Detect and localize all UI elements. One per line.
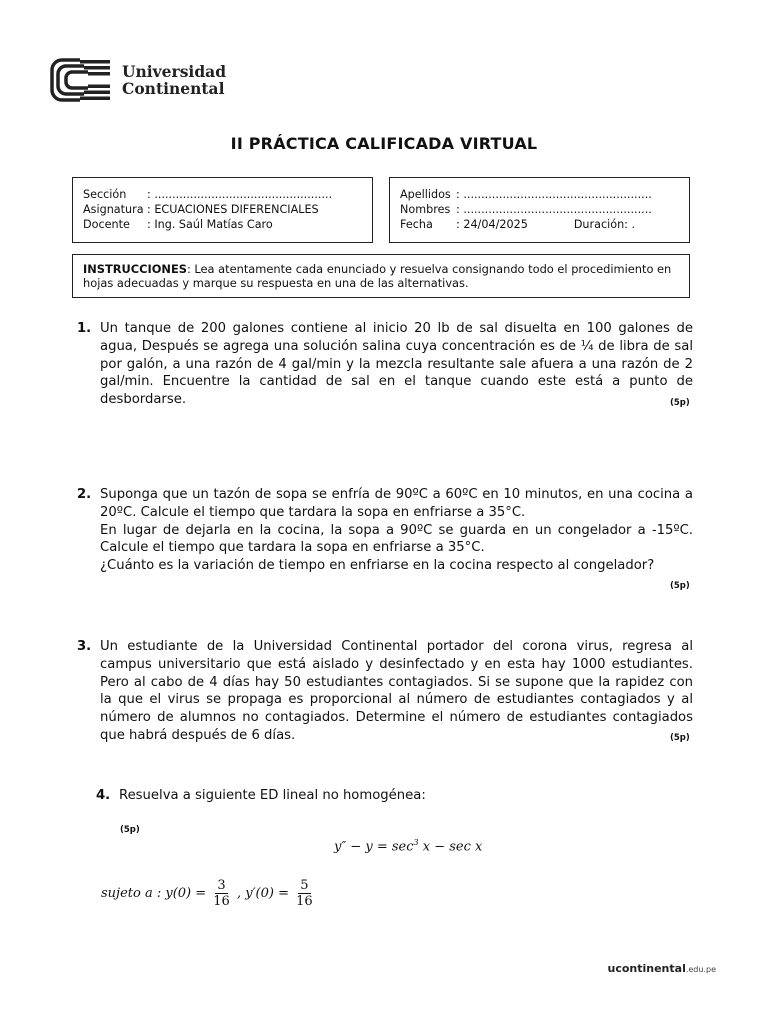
asignatura-label: Asignatura	[83, 203, 144, 216]
footer-brand	[608, 962, 717, 975]
condition-1-denominator: 16	[213, 894, 230, 909]
apellidos-label: Apellidos	[400, 188, 451, 201]
question-2-points: (5p)	[670, 581, 690, 591]
differential-equation	[334, 838, 482, 854]
logo-line-2: Continental	[122, 79, 225, 98]
question-3-text: Un estudiante de la Universidad Continental portador del corona virus, regresa al campus universitario que está aislado y desinfectado y en esta hay 1000 estudiantes. Pero al cabo de 4 días hay 50 estudiantes contagiados. Si se supone que la rapidez con la que el virus se propaga es proporcional al número de estudiantes contagiados y al número de alumnos no contagiados. Determine el número de estudiantes contagiados que habrá después de 6 días.	[100, 639, 693, 743]
question-1-number: 1.	[77, 321, 92, 336]
question-2-paragraph-2: En lugar de dejarla en la cocina, la sopa a 90ºC se guarda en un congelador a -15ºC. Calcule el tiempo que tardara la sopa en enfriarse a 35°C.	[100, 522, 693, 556]
docente-label: Docente	[83, 218, 130, 231]
apellidos-row	[400, 187, 679, 202]
course-info-box	[72, 177, 373, 243]
equation-lhs: y″ − y = sec	[334, 839, 414, 855]
nombres-value: : .....................................................	[456, 203, 652, 216]
question-1-text: Un tanque de 200 galones contiene al inicio 20 lb de sal disuelta en 100 galones de agua, Después se agrega una solución salina cuya concentración es de ¼ de libra de sal por galón, a una razón de 4 gal/min y la mezcla resultante sale afuera a una razón de 2 gal/min. Encuentre la cantidad de sal en el tanque cuando este está a punto de desbordarse.	[100, 321, 693, 408]
footer-brand-name: ucontinental	[607, 962, 686, 975]
instructions-box	[72, 254, 690, 298]
condition-1-fraction	[211, 878, 232, 909]
asignatura-row	[83, 202, 362, 217]
page-title: II PRÁCTICA CALIFICADA VIRTUAL	[230, 134, 538, 153]
condition-prefix: sujeto a : y(0) =	[101, 886, 207, 901]
equation-rhs: x − sec x	[422, 839, 483, 855]
continental-logo-icon	[50, 58, 112, 102]
fecha-value: : 24/04/2025	[456, 218, 528, 231]
equation-exponent: 3	[413, 838, 419, 847]
asignatura-value: : ECUACIONES DIFERENCIALES	[147, 203, 319, 216]
question-4-text: Resuelva a siguiente ED lineal no homogénea:	[119, 788, 426, 803]
university-logo	[50, 58, 226, 102]
seccion-value: : ..................................................	[147, 188, 333, 201]
seccion-row	[83, 187, 362, 202]
question-1-points: (5p)	[670, 398, 690, 408]
question-2-number: 2.	[77, 487, 92, 502]
initial-conditions	[101, 878, 316, 909]
fecha-row	[400, 217, 679, 232]
apellidos-value: : .....................................................	[456, 188, 652, 201]
docente-value: : Ing. Saúl Matías Caro	[147, 218, 273, 231]
logo-text	[122, 63, 226, 97]
condition-2-denominator: 16	[296, 894, 313, 909]
docente-row	[83, 217, 362, 232]
question-3-number: 3.	[77, 639, 92, 654]
question-4-points: (5p)	[120, 825, 140, 835]
logo-line-1: Universidad	[122, 62, 227, 81]
seccion-label: Sección	[83, 188, 127, 201]
question-2-paragraph-3: ¿Cuánto es la variación de tiempo en enfriarse en la cocina respecto al congelador?	[100, 558, 655, 574]
condition-1-numerator: 3	[217, 878, 226, 893]
condition-mid: , y′(0) =	[236, 886, 289, 901]
nombres-label: Nombres	[400, 203, 451, 216]
condition-2-numerator: 5	[300, 878, 309, 893]
instructions-text: : Lea atentamente cada enunciado y resuelva consignando todo el procedimiento en hojas adecuadas y marque su respuesta en una de las alternativas.	[83, 262, 672, 290]
condition-2-fraction	[294, 878, 315, 909]
student-info-box	[389, 177, 690, 243]
duracion-label: Duración: .	[573, 218, 636, 231]
question-2-text	[100, 486, 693, 575]
fecha-label: Fecha	[400, 218, 433, 231]
instructions-heading: INSTRUCCIONES	[83, 262, 187, 276]
question-4-number: 4.	[96, 788, 111, 803]
footer-domain: .edu.pe	[685, 965, 716, 974]
question-2-paragraph-1: Suponga que un tazón de sopa se enfría de 90ºC a 60ºC en 10 minutos, en una cocina a 20ºC. Calcule el tiempo que tardara la sopa en enfriarse a 35°C.	[100, 487, 693, 520]
nombres-row	[400, 202, 679, 217]
question-3-points: (5p)	[670, 733, 690, 743]
